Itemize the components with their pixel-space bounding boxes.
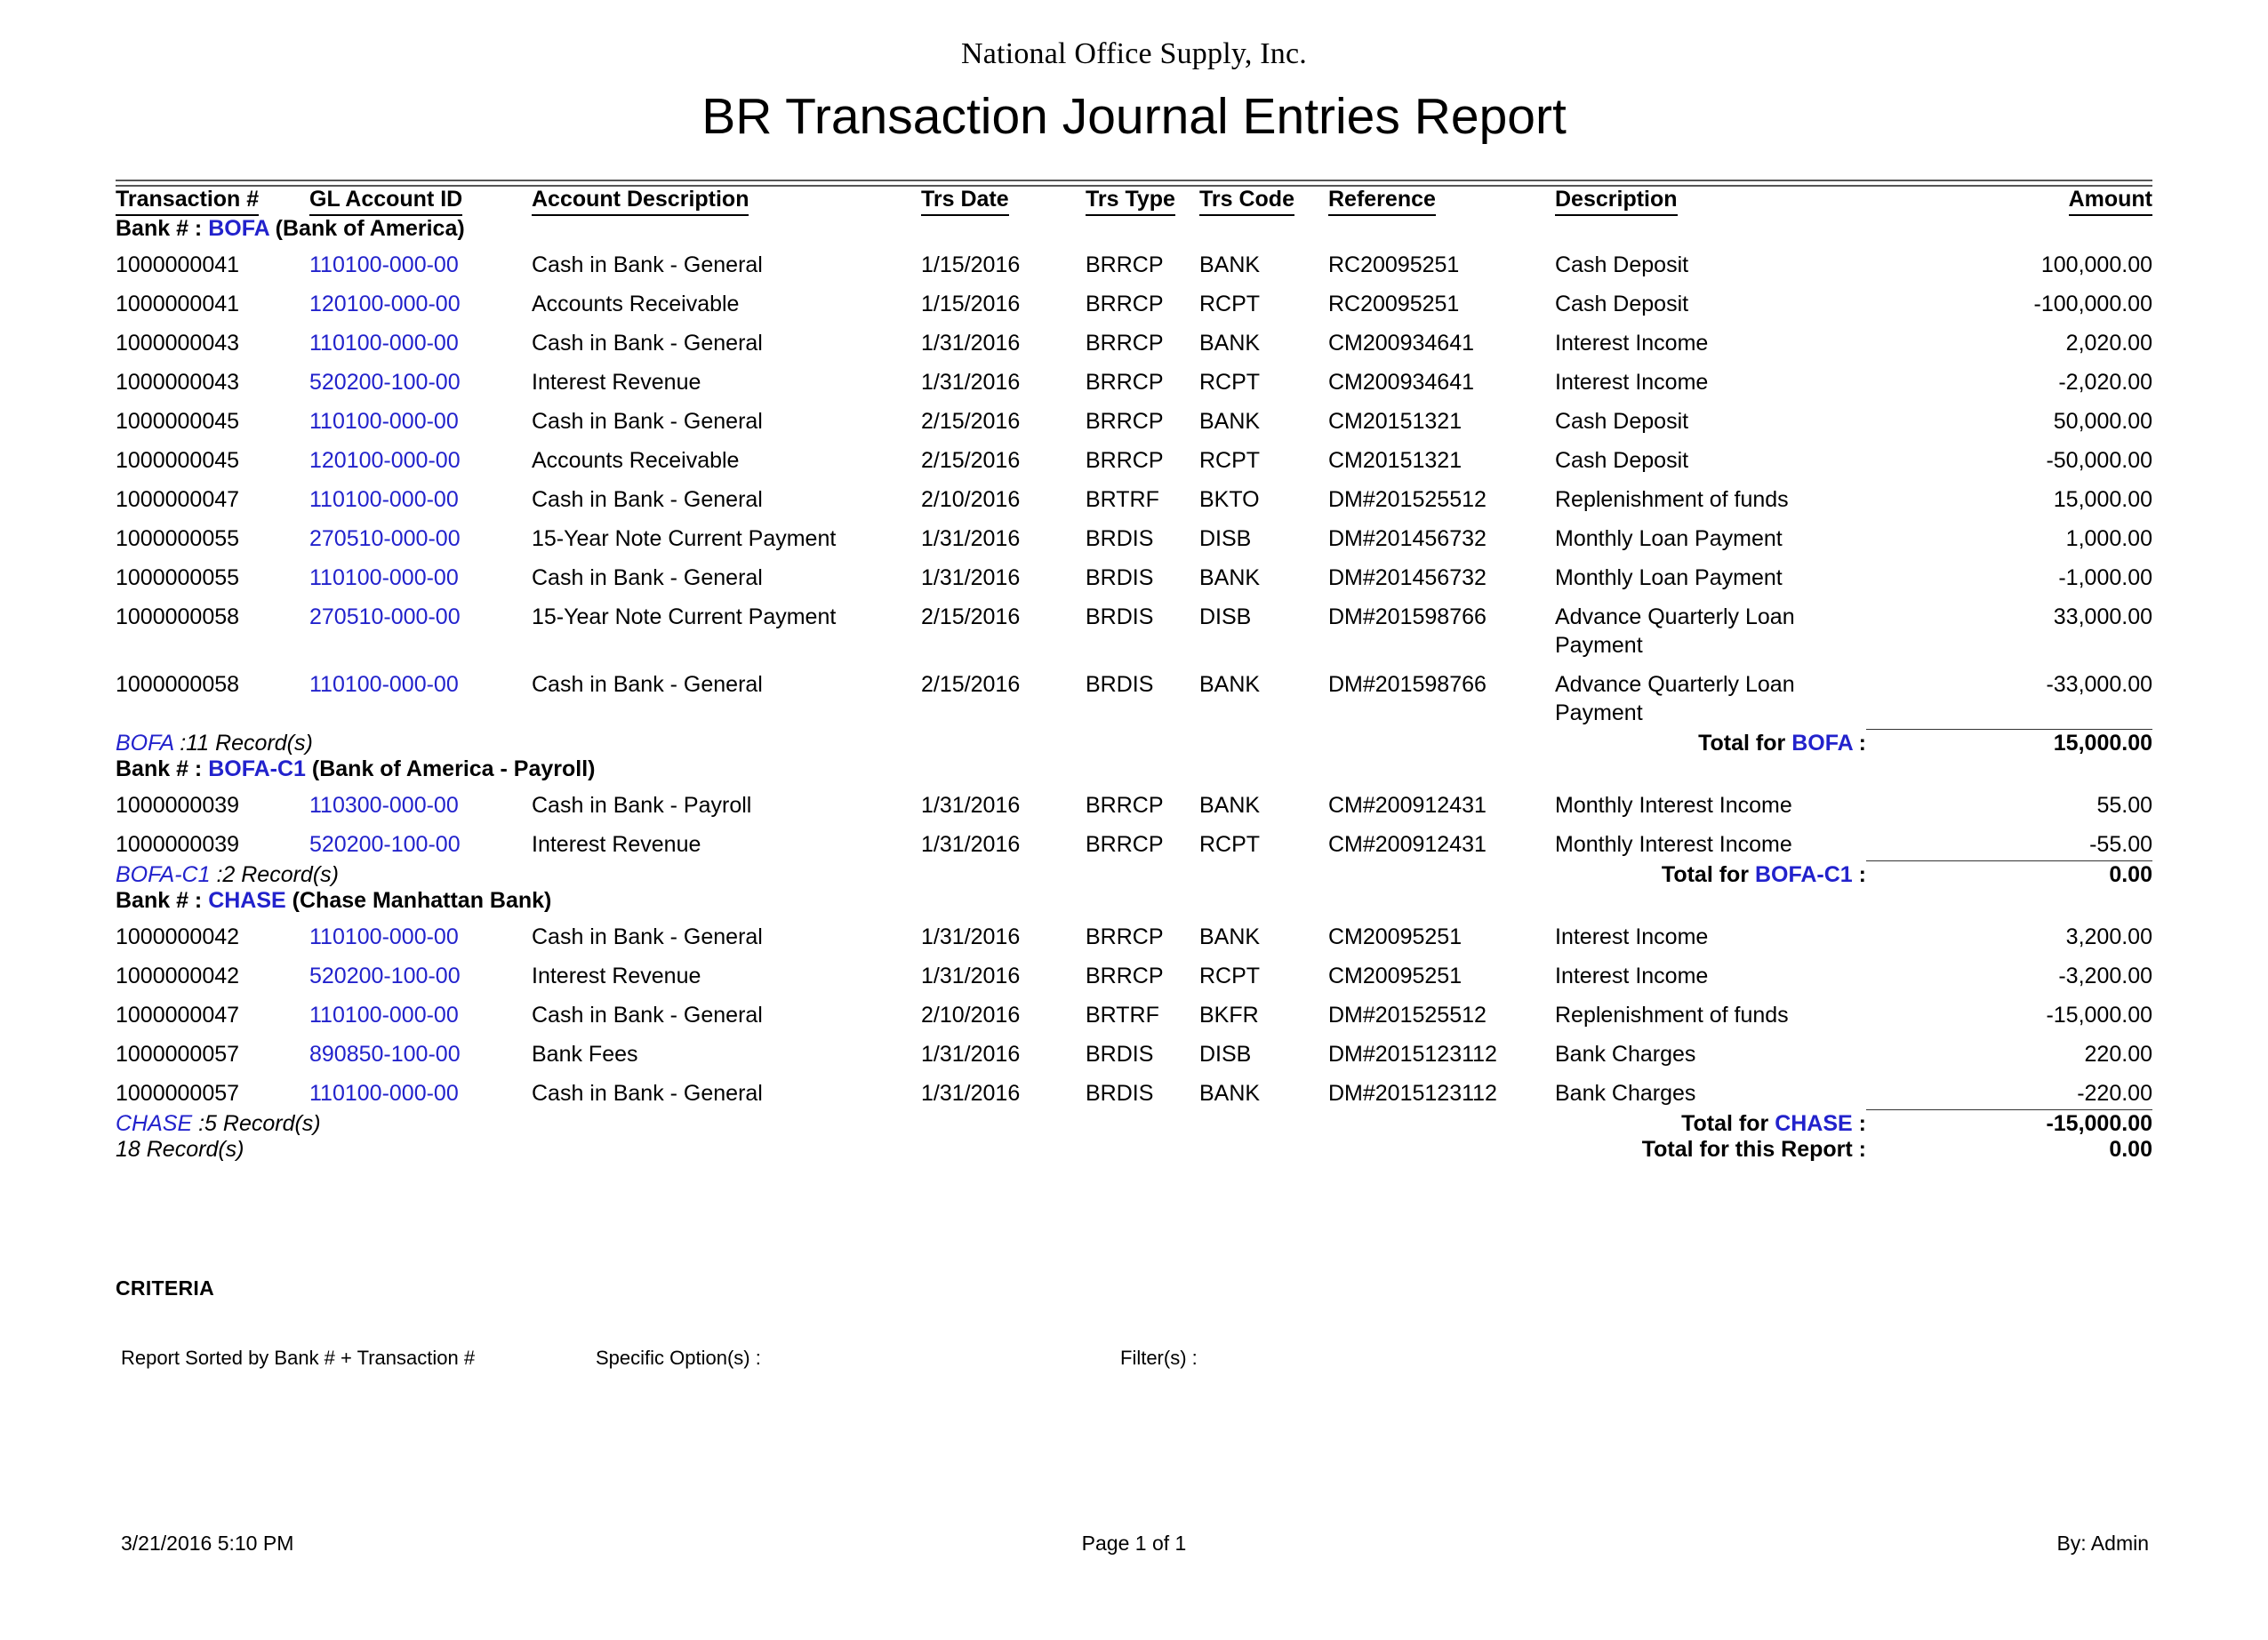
cell-account-description: Cash in Bank - General — [532, 1081, 763, 1107]
table-row — [116, 516, 2152, 555]
bank-group-header — [116, 216, 2152, 242]
cell-amount: -220.00 — [2077, 1081, 2152, 1107]
cell-gl-account: 110300-000-00 — [309, 793, 459, 819]
cell-gl-account: 520200-100-00 — [309, 964, 461, 989]
bank-record-count-code: BOFA-C1 — [116, 862, 217, 888]
cell-gl-account: 110100-000-00 — [309, 487, 459, 513]
cell-reference: CM20095251 — [1328, 924, 1463, 950]
cell-trs-code: BANK — [1199, 1081, 1261, 1107]
cell-reference: CM#200912431 — [1328, 832, 1487, 858]
page-title: BR Transaction Journal Entries Report — [701, 88, 1567, 145]
cell-amount: 15,000.00 — [2053, 487, 2152, 513]
bank-total-amount: 15,000.00 — [2053, 731, 2152, 756]
cell-trs-date: 2/15/2016 — [921, 672, 1021, 698]
cell-trs-date: 1/31/2016 — [921, 1081, 1021, 1107]
bank-record-count — [116, 1111, 1086, 1137]
bank-subtotal-row — [116, 731, 2152, 756]
cell-gl-account: 110100-000-00 — [309, 1003, 459, 1028]
bank-group-header — [116, 888, 2152, 914]
table-row — [116, 320, 2152, 359]
cell-description: Cash Deposit — [1555, 252, 1689, 278]
cell-description: Cash Deposit — [1555, 292, 1689, 317]
cell-amount: 1,000.00 — [2065, 526, 2152, 552]
cell-description: Monthly Interest Income — [1555, 832, 1792, 858]
bank-total-label-prefix: Total for — [1698, 731, 1792, 756]
bank-name: (Bank of America - Payroll) — [305, 756, 596, 782]
cell-amount: -55.00 — [2089, 832, 2152, 858]
cell-description: Monthly Loan Payment — [1555, 565, 1783, 591]
bank-total-label — [1086, 1111, 1866, 1137]
cell-trs-type: BRRCP — [1086, 370, 1164, 396]
table-row — [116, 594, 2152, 661]
cell-trs-date: 2/10/2016 — [921, 1003, 1021, 1028]
bank-total-amount: 0.00 — [2109, 862, 2152, 888]
cell-trs-type: BRRCP — [1086, 331, 1164, 356]
table-row — [116, 359, 2152, 398]
table-row — [116, 821, 2152, 860]
cell-description: Interest Income — [1555, 331, 1709, 356]
footer-author: By: Admin — [2056, 1532, 2149, 1555]
bank-subtotal-row — [116, 862, 2152, 888]
cell-transaction: 1000000057 — [116, 1081, 240, 1107]
bank-group-header — [116, 756, 2152, 782]
cell-trs-code: DISB — [1199, 1042, 1252, 1068]
cell-transaction: 1000000039 — [116, 832, 240, 858]
criteria-filters: Filter(s) : — [1120, 1347, 1198, 1370]
cell-trs-type: BRDIS — [1086, 1081, 1154, 1107]
cell-trs-type: BRRCP — [1086, 409, 1164, 435]
cell-gl-account: 110100-000-00 — [309, 924, 459, 950]
cell-transaction: 1000000058 — [116, 672, 240, 698]
cell-gl-account: 110100-000-00 — [309, 672, 459, 698]
cell-trs-code: RCPT — [1199, 370, 1261, 396]
bank-label: Bank # : — [116, 756, 209, 782]
cell-account-description: Cash in Bank - General — [532, 409, 763, 435]
bank-total-label — [1086, 862, 1866, 888]
cell-reference: DM#201456732 — [1328, 565, 1487, 591]
cell-description: Replenishment of funds — [1555, 487, 1789, 513]
journal-table — [116, 187, 2152, 1163]
cell-trs-date: 1/31/2016 — [921, 964, 1021, 989]
cell-description: Bank Charges — [1555, 1081, 1696, 1107]
cell-gl-account: 110100-000-00 — [309, 252, 459, 278]
table-row — [116, 281, 2152, 320]
cell-trs-date: 1/31/2016 — [921, 370, 1021, 396]
table-body — [116, 216, 2152, 1163]
criteria-row — [116, 1347, 2152, 1373]
table-row — [116, 914, 2152, 953]
cell-description: Interest Income — [1555, 924, 1709, 950]
bank-code: CHASE — [208, 888, 286, 914]
cell-trs-date: 2/10/2016 — [921, 487, 1021, 513]
cell-trs-code: RCPT — [1199, 964, 1261, 989]
cell-description: Advance Quarterly Loan Payment — [1555, 672, 1795, 726]
cell-description: Monthly Loan Payment — [1555, 526, 1783, 552]
cell-reference: CM20151321 — [1328, 409, 1463, 435]
bank-total-label-code: CHASE — [1775, 1111, 1853, 1137]
cell-trs-code: BANK — [1199, 252, 1261, 278]
table-header — [116, 187, 2152, 216]
cell-transaction: 1000000045 — [116, 448, 240, 474]
bank-record-count-code: BOFA — [116, 731, 180, 756]
cell-gl-account: 110100-000-00 — [309, 565, 459, 591]
bank-subtotal-row — [116, 1111, 2152, 1137]
cell-description: Replenishment of funds — [1555, 1003, 1789, 1028]
report-total-label: Total for this Report : — [1641, 1137, 1866, 1163]
cell-trs-date: 1/31/2016 — [921, 793, 1021, 819]
cell-transaction: 1000000039 — [116, 793, 240, 819]
cell-amount: 33,000.00 — [2053, 604, 2152, 630]
cell-trs-date: 1/31/2016 — [921, 924, 1021, 950]
bank-total-label-suffix: : — [1852, 1111, 1866, 1137]
cell-gl-account: 110100-000-00 — [309, 331, 459, 356]
cell-amount: -1,000.00 — [2058, 565, 2152, 591]
bank-code: BOFA-C1 — [208, 756, 306, 782]
cell-account-description: Interest Revenue — [532, 964, 701, 989]
cell-trs-type: BRRCP — [1086, 793, 1164, 819]
table-row — [116, 661, 2152, 729]
cell-account-description: 15-Year Note Current Payment — [532, 526, 837, 552]
cell-trs-code: RCPT — [1199, 832, 1261, 858]
cell-gl-account: 110100-000-00 — [309, 409, 459, 435]
cell-amount: 220.00 — [2084, 1042, 2152, 1068]
bank-record-count — [116, 731, 1086, 756]
cell-amount: -50,000.00 — [2046, 448, 2152, 474]
cell-trs-type: BRRCP — [1086, 292, 1164, 317]
bank-record-count-code: CHASE — [116, 1111, 199, 1137]
bank-record-count-text: :5 Record(s) — [198, 1111, 321, 1137]
cell-gl-account: 120100-000-00 — [309, 292, 461, 317]
cell-reference: DM#2015123112 — [1328, 1081, 1497, 1107]
cell-amount: -15,000.00 — [2046, 1003, 2152, 1028]
cell-reference: DM#2015123112 — [1328, 1042, 1497, 1068]
cell-amount: 3,200.00 — [2065, 924, 2152, 950]
cell-gl-account: 110100-000-00 — [309, 1081, 459, 1107]
column-header-amount: Amount — [1866, 187, 2152, 216]
cell-account-description: 15-Year Note Current Payment — [532, 604, 837, 630]
cell-trs-code: RCPT — [1199, 292, 1261, 317]
bank-total-label — [1086, 731, 1866, 756]
cell-trs-code: BANK — [1199, 793, 1261, 819]
bank-total-label-prefix: Total for — [1681, 1111, 1775, 1137]
cell-trs-type: BRDIS — [1086, 604, 1154, 630]
cell-reference: RC20095251 — [1328, 252, 1460, 278]
cell-reference: CM200934641 — [1328, 370, 1475, 396]
bank-record-count-text: :11 Record(s) — [180, 731, 313, 756]
cell-account-description: Accounts Receivable — [532, 292, 740, 317]
cell-trs-type: BRDIS — [1086, 672, 1154, 698]
cell-transaction: 1000000058 — [116, 604, 240, 630]
bank-label: Bank # : — [116, 216, 209, 242]
cell-gl-account: 270510-000-00 — [309, 604, 461, 630]
cell-trs-type: BRRCP — [1086, 252, 1164, 278]
column-header-transaction: Transaction # — [116, 187, 309, 216]
cell-trs-code: DISB — [1199, 526, 1252, 552]
table-row — [116, 242, 2152, 281]
column-header-trs-code: Trs Code — [1199, 187, 1328, 216]
cell-gl-account: 520200-100-00 — [309, 832, 461, 858]
cell-transaction: 1000000041 — [116, 292, 240, 317]
page-footer — [116, 1532, 2152, 1558]
bank-code: BOFA — [208, 216, 269, 242]
cell-trs-type: BRDIS — [1086, 526, 1154, 552]
cell-trs-type: BRTRF — [1086, 1003, 1159, 1028]
header-divider — [116, 180, 2152, 187]
cell-trs-date: 2/15/2016 — [921, 409, 1021, 435]
bank-name: (Bank of America) — [268, 216, 465, 242]
column-header-gl-account: GL Account ID — [309, 187, 532, 216]
cell-trs-code: BANK — [1199, 409, 1261, 435]
cell-trs-code: BANK — [1199, 565, 1261, 591]
cell-trs-type: BRRCP — [1086, 448, 1164, 474]
cell-amount: -100,000.00 — [2033, 292, 2152, 317]
cell-reference: CM20151321 — [1328, 448, 1463, 474]
report-total-row — [116, 1137, 2152, 1163]
criteria-sorted-by: Report Sorted by Bank # + Transaction # — [121, 1347, 476, 1370]
bank-total-label-suffix: : — [1852, 731, 1866, 756]
cell-trs-date: 1/31/2016 — [921, 526, 1021, 552]
criteria-specific-options: Specific Option(s) : — [596, 1347, 761, 1370]
cell-account-description: Cash in Bank - General — [532, 487, 763, 513]
criteria-heading: CRITERIA — [116, 1276, 215, 1300]
bank-group-header-text — [116, 216, 2152, 242]
cell-trs-type: BRTRF — [1086, 487, 1159, 513]
cell-trs-type: BRRCP — [1086, 924, 1164, 950]
cell-transaction: 1000000042 — [116, 964, 240, 989]
cell-account-description: Bank Fees — [532, 1042, 638, 1068]
bank-label: Bank # : — [116, 888, 209, 914]
bank-total-label-suffix: : — [1852, 862, 1866, 888]
cell-trs-type: BRRCP — [1086, 832, 1164, 858]
bank-total-label-code: BOFA-C1 — [1754, 862, 1853, 888]
cell-transaction: 1000000055 — [116, 526, 240, 552]
table-row — [116, 437, 2152, 476]
column-header-account-description: Account Description — [532, 187, 921, 216]
table-row — [116, 782, 2152, 821]
cell-transaction: 1000000057 — [116, 1042, 240, 1068]
cell-amount: 55.00 — [2096, 793, 2152, 819]
bank-group-header-text — [116, 756, 2152, 782]
cell-description: Interest Income — [1555, 964, 1709, 989]
cell-account-description: Cash in Bank - General — [532, 565, 763, 591]
bank-total-amount: -15,000.00 — [2046, 1111, 2152, 1137]
company-name: National Office Supply, Inc. — [961, 37, 1307, 70]
cell-reference: CM200934641 — [1328, 331, 1475, 356]
cell-transaction: 1000000047 — [116, 1003, 240, 1028]
cell-trs-date: 1/31/2016 — [921, 832, 1021, 858]
cell-reference: DM#201525512 — [1328, 1003, 1487, 1028]
cell-trs-code: BANK — [1199, 331, 1261, 356]
cell-gl-account: 520200-100-00 — [309, 370, 461, 396]
bank-total-label-prefix: Total for — [1661, 862, 1755, 888]
cell-amount: 2,020.00 — [2065, 331, 2152, 356]
cell-trs-date: 1/15/2016 — [921, 252, 1021, 278]
cell-trs-date: 2/15/2016 — [921, 448, 1021, 474]
cell-account-description: Cash in Bank - Payroll — [532, 793, 752, 819]
cell-description: Advance Quarterly Loan Payment — [1555, 604, 1795, 659]
cell-account-description: Cash in Bank - General — [532, 252, 763, 278]
bank-record-count-text: :2 Record(s) — [216, 862, 339, 888]
cell-trs-type: BRRCP — [1086, 964, 1164, 989]
cell-account-description: Accounts Receivable — [532, 448, 740, 474]
cell-amount: 100,000.00 — [2040, 252, 2152, 278]
cell-reference: DM#201525512 — [1328, 487, 1487, 513]
cell-account-description: Cash in Bank - General — [532, 924, 763, 950]
cell-description: Cash Deposit — [1555, 448, 1689, 474]
cell-account-description: Interest Revenue — [532, 370, 701, 396]
bank-group-header-text — [116, 888, 2152, 914]
cell-reference: DM#201598766 — [1328, 604, 1487, 630]
cell-transaction: 1000000043 — [116, 331, 240, 356]
cell-transaction: 1000000041 — [116, 252, 240, 278]
cell-amount: -3,200.00 — [2058, 964, 2152, 989]
cell-trs-date: 1/15/2016 — [921, 292, 1021, 317]
column-header-trs-type: Trs Type — [1086, 187, 1199, 216]
cell-trs-code: BKTO — [1199, 487, 1260, 513]
cell-transaction: 1000000045 — [116, 409, 240, 435]
cell-reference: CM#200912431 — [1328, 793, 1487, 819]
column-header-reference: Reference — [1328, 187, 1555, 216]
cell-account-description: Cash in Bank - General — [532, 672, 763, 698]
report-record-count: 18 Record(s) — [116, 1137, 244, 1163]
table-row — [116, 555, 2152, 594]
cell-trs-code: BANK — [1199, 672, 1261, 698]
cell-reference: RC20095251 — [1328, 292, 1460, 317]
cell-reference: DM#201456732 — [1328, 526, 1487, 552]
cell-trs-type: BRDIS — [1086, 565, 1154, 591]
bank-record-count — [116, 862, 1086, 888]
cell-description: Monthly Interest Income — [1555, 793, 1792, 819]
cell-transaction: 1000000047 — [116, 487, 240, 513]
table-row — [116, 476, 2152, 516]
cell-gl-account: 270510-000-00 — [309, 526, 461, 552]
cell-amount: -33,000.00 — [2046, 672, 2152, 698]
table-row — [116, 953, 2152, 992]
cell-account-description: Interest Revenue — [532, 832, 701, 858]
cell-trs-date: 2/15/2016 — [921, 604, 1021, 630]
table-row — [116, 992, 2152, 1031]
cell-account-description: Cash in Bank - General — [532, 1003, 763, 1028]
column-header-description: Description — [1555, 187, 1866, 216]
cell-reference: CM20095251 — [1328, 964, 1463, 989]
table-row — [116, 1070, 2152, 1109]
bank-name: (Chase Manhattan Bank) — [285, 888, 552, 914]
report-total-amount: 0.00 — [2109, 1137, 2152, 1163]
table-row — [116, 1031, 2152, 1070]
cell-description: Bank Charges — [1555, 1042, 1696, 1068]
cell-trs-code: DISB — [1199, 604, 1252, 630]
cell-gl-account: 120100-000-00 — [309, 448, 461, 474]
cell-description: Interest Income — [1555, 370, 1709, 396]
column-header-trs-date: Trs Date — [921, 187, 1086, 216]
cell-amount: 50,000.00 — [2053, 409, 2152, 435]
cell-trs-date: 1/31/2016 — [921, 565, 1021, 591]
cell-transaction: 1000000043 — [116, 370, 240, 396]
cell-amount: -2,020.00 — [2058, 370, 2152, 396]
cell-description: Cash Deposit — [1555, 409, 1689, 435]
cell-account-description: Cash in Bank - General — [532, 331, 763, 356]
cell-trs-code: BANK — [1199, 924, 1261, 950]
footer-timestamp: 3/21/2016 5:10 PM — [121, 1532, 294, 1555]
cell-trs-type: BRDIS — [1086, 1042, 1154, 1068]
cell-transaction: 1000000042 — [116, 924, 240, 950]
table-row — [116, 398, 2152, 437]
cell-trs-code: RCPT — [1199, 448, 1261, 474]
cell-reference: DM#201598766 — [1328, 672, 1487, 698]
cell-transaction: 1000000055 — [116, 565, 240, 591]
cell-trs-code: BKFR — [1199, 1003, 1259, 1028]
footer-page-number: Page 1 of 1 — [1081, 1532, 1187, 1555]
cell-trs-date: 1/31/2016 — [921, 331, 1021, 356]
cell-gl-account: 890850-100-00 — [309, 1042, 461, 1068]
bank-total-label-code: BOFA — [1791, 731, 1853, 756]
cell-trs-date: 1/31/2016 — [921, 1042, 1021, 1068]
